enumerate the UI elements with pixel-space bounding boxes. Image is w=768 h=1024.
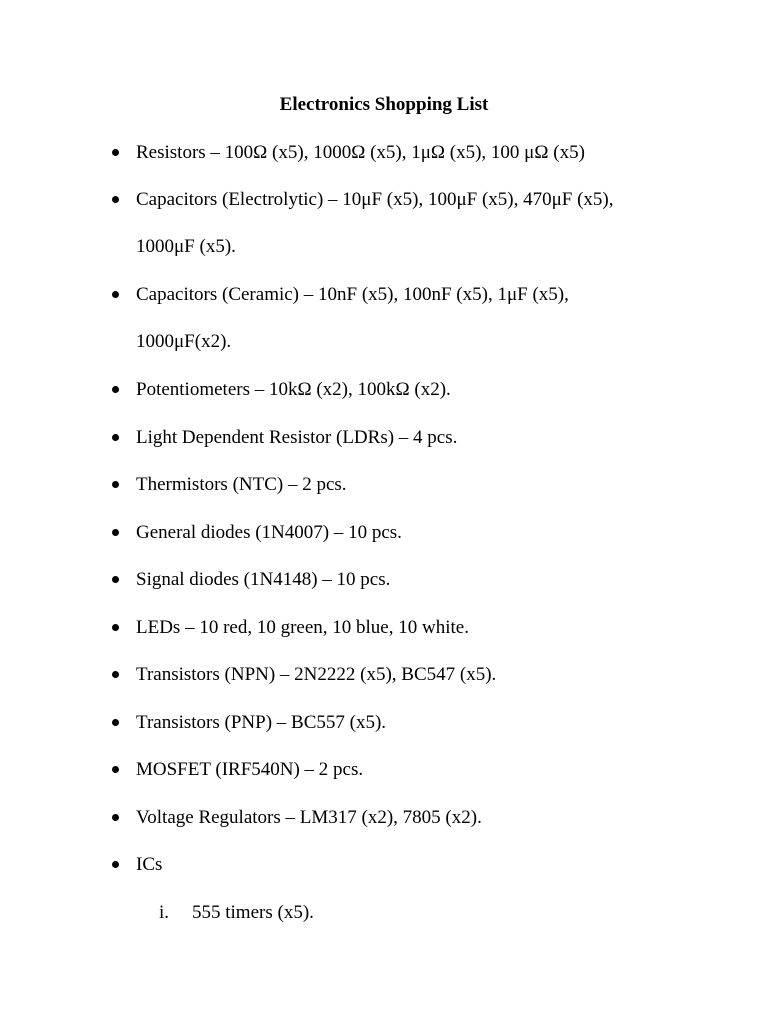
list-item-text: Light Dependent Resistor (LDRs) – 4 pcs. (136, 427, 458, 448)
list-item-text: MOSFET (IRF540N) – 2 pcs. (136, 759, 364, 780)
bullet-icon (112, 766, 119, 773)
list-item-text (136, 282, 676, 355)
bullet-icon (112, 814, 119, 821)
list-item-text: ICs (136, 854, 163, 875)
list-item-text: Signal diodes (1N4148) – 10 pcs. (136, 569, 391, 590)
bullet-icon (112, 386, 119, 393)
list-item-text: Thermistors (NTC) – 2 pcs. (136, 474, 347, 495)
bullet-icon (112, 671, 119, 678)
list-item-text: Resistors – 100Ω (x5), 1000Ω (x5), 1μΩ (x5), 100 μΩ (x5) (136, 142, 585, 163)
bullet-icon (112, 861, 119, 868)
list-item-text: Voltage Regulators – LM317 (x2), 7805 (x2). (136, 807, 482, 828)
bullet-icon (112, 576, 119, 583)
list-item-text: Transistors (PNP) – BC557 (x5). (136, 712, 387, 733)
list-item-text-line2: 1000μF(x2). (136, 331, 232, 352)
list-item-text: LEDs – 10 red, 10 green, 10 blue, 10 white. (136, 617, 469, 638)
bullet-icon (112, 624, 119, 631)
bullet-icon (112, 434, 119, 441)
document-title: Electronics Shopping List (279, 94, 489, 115)
roman-numeral-marker: i. (159, 902, 170, 923)
bullet-icon (112, 481, 119, 488)
bullet-icon (112, 719, 119, 726)
list-item-text-line1: Capacitors (Ceramic) – 10nF (x5), 100nF (x5), 1μF (x5), (136, 284, 569, 305)
bullet-icon (112, 149, 119, 156)
bullet-icon (112, 529, 119, 536)
list-item-text: Potentiometers – 10kΩ (x2), 100kΩ (x2). (136, 379, 451, 400)
bullet-icon (112, 196, 119, 203)
list-item-text-line2: 1000μF (x5). (136, 236, 236, 257)
sub-list-item-text: 555 timers (x5). (192, 902, 314, 923)
list-item-text (136, 187, 676, 260)
list-item-text: Transistors (NPN) – 2N2222 (x5), BC547 (x5). (136, 664, 497, 685)
list-item-text-line1: Capacitors (Electrolytic) – 10μF (x5), 100μF (x5), 470μF (x5), (136, 189, 614, 210)
bullet-icon (112, 291, 119, 298)
list-item-text: General diodes (1N4007) – 10 pcs. (136, 522, 402, 543)
